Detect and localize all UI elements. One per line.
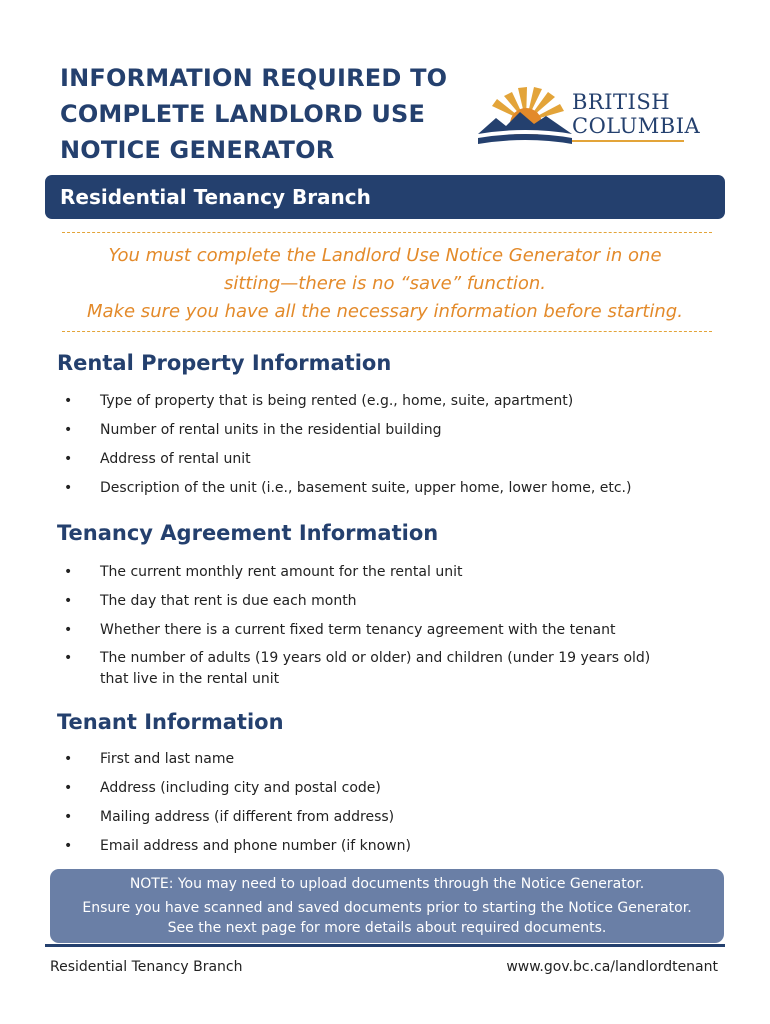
page-title [60,60,460,168]
section-heading-text: Tenancy Agreement Information [57,521,439,545]
branch-banner: Residential Tenancy Branch [45,175,725,219]
rental-property-list [62,391,702,499]
footer-divider [45,944,725,947]
logo-line: COLUMBIA [572,114,701,138]
list-item: • The current monthly rent amount for the rental unit [62,562,702,583]
warning-message [45,242,725,326]
tenancy-agreement-list [62,562,702,690]
warning-line: You must complete the Landlord Use Notice Generator in one [108,245,662,266]
title-line: INFORMATION REQUIRED TO [60,64,448,92]
footer-url: www.gov.bc.ca/landlordtenant [506,959,718,975]
section-heading-tenant [45,699,475,747]
note-line: NOTE: You may need to upload documents through the Notice Generator. [129,876,645,892]
title-line: COMPLETE LANDLORD USE [60,100,426,128]
section-heading-tenancy-agreement [45,510,475,558]
note-line: See the next page for more details about required documents. [167,920,607,936]
list-item: • Number of rental units in the residential building [62,420,702,441]
warning-line: sitting—there is no “save” function. [223,273,547,294]
tenant-list [62,749,702,857]
note-line: Ensure you have scanned and saved documents prior to starting the Notice Generator. [82,900,692,916]
logo-line: BRITISH [572,90,671,114]
list-item: • Mailing address (if different from address) [62,807,702,828]
note-box [50,869,724,943]
footer-branch-name: Residential Tenancy Branch [50,959,243,975]
list-item: • Whether there is a current fixed term tenancy agreement with the tenant [62,620,702,641]
list-item: • The number of adults (19 years old or older) and children (under 19 years old) that live in the rental unit [62,648,702,690]
divider [62,331,712,332]
section-heading-text: Tenant Information [57,710,284,734]
list-item: • Email address and phone number (if known) [62,836,702,857]
list-item: • Address (including city and postal code) [62,778,702,799]
section-heading-text: Rental Property Information [57,351,392,375]
logo-underline [572,140,684,142]
section-heading-rental-property [45,340,475,388]
list-item: • First and last name [62,749,702,770]
bc-logo-wordmark [572,90,700,142]
list-item: • Address of rental unit [62,449,702,470]
list-item: • The day that rent is due each month [62,591,702,612]
warning-line: Make sure you have all the necessary information before starting. [87,301,683,322]
list-item: • Type of property that is being rented (e.g., home, suite, apartment) [62,391,702,412]
list-item: • Description of the unit (i.e., basement suite, upper home, lower home, etc.) [62,478,702,499]
divider [62,232,712,233]
title-line: NOTICE GENERATOR [60,136,335,164]
